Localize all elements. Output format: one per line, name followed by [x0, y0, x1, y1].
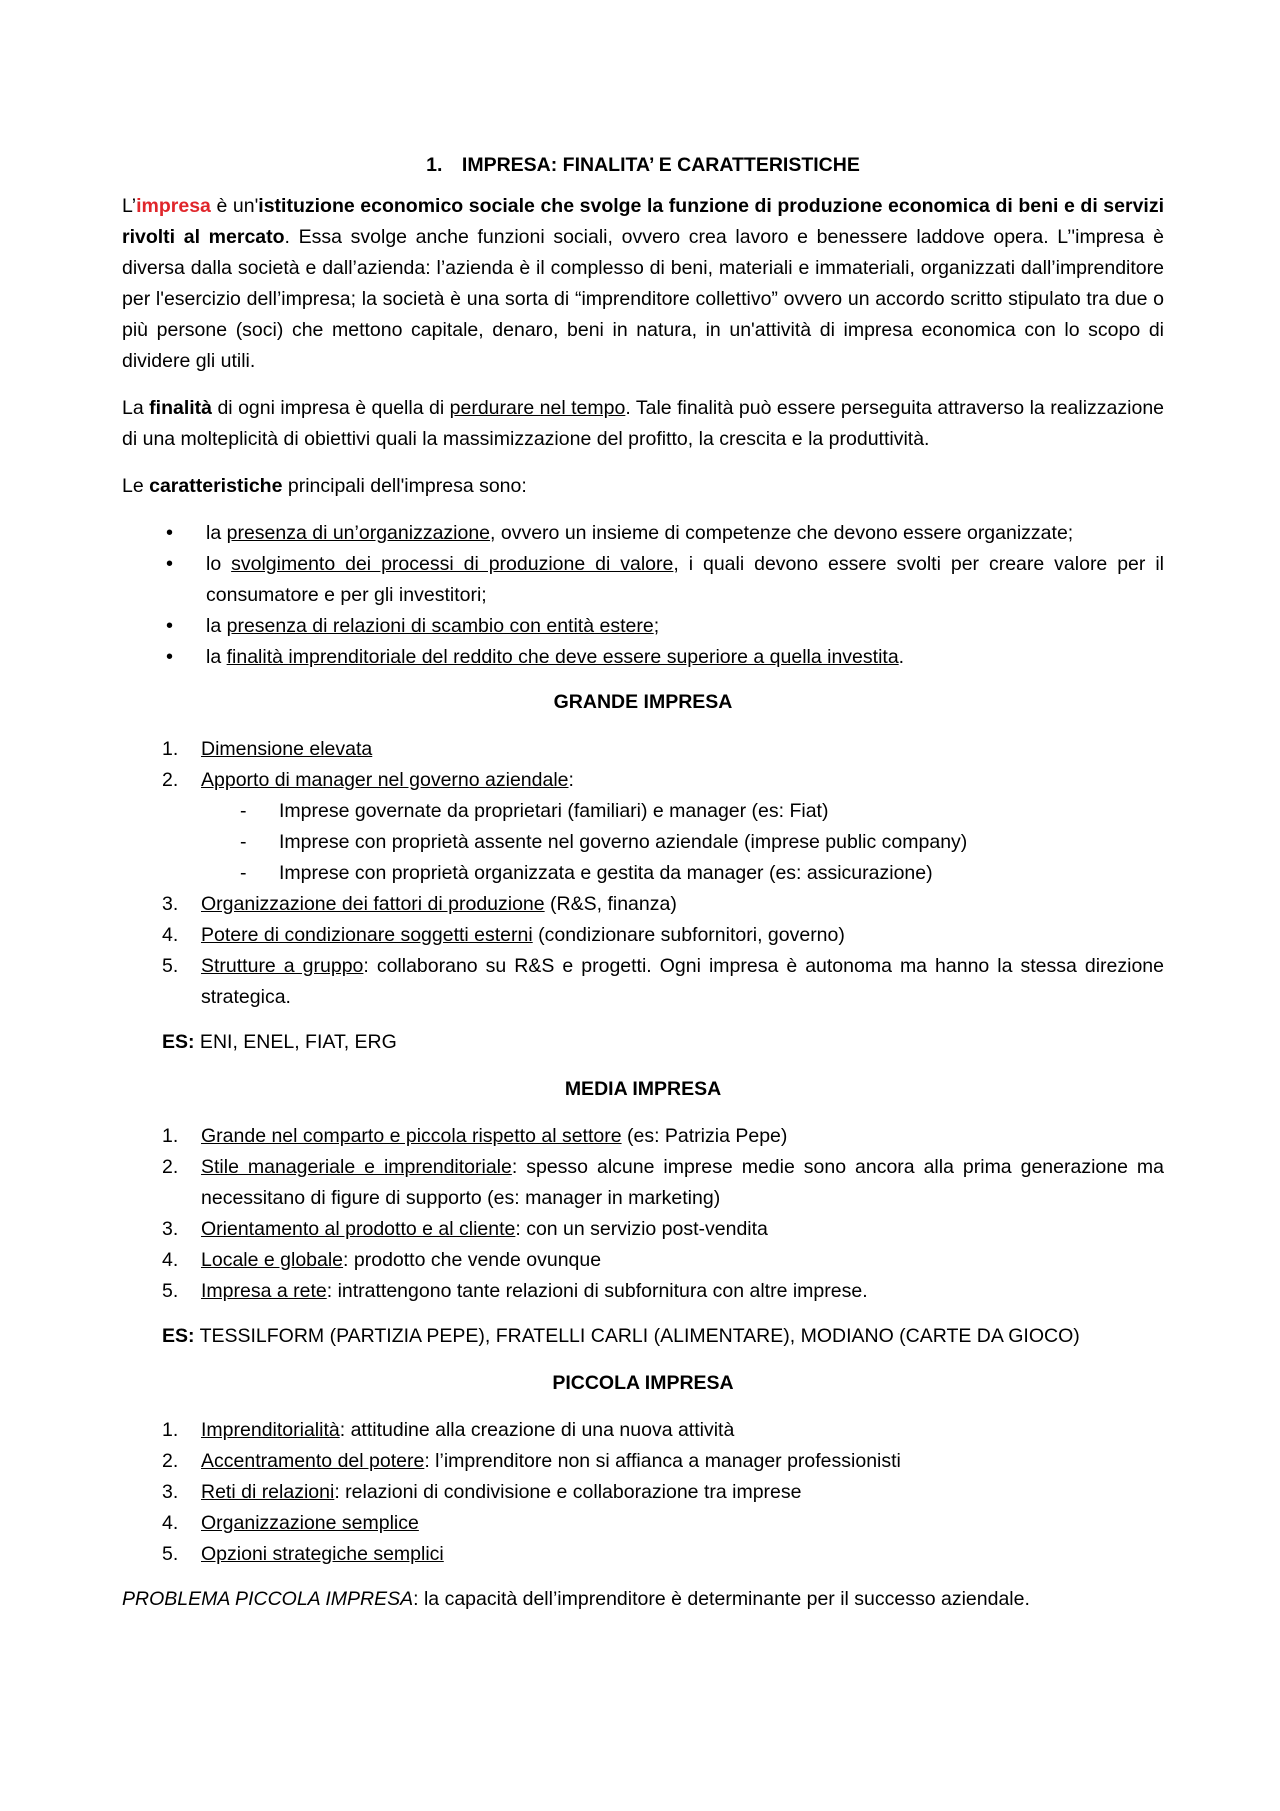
- list-item: 5. Opzioni strategiche semplici: [162, 1543, 444, 1565]
- list-item: • lo svolgimento dei processi di produzione di valore, i quali devono essere svolti per creare valore per il consumatore e per gli investitori;: [122, 549, 1164, 611]
- list-item: 2. Apporto di manager nel governo aziendale: - Imprese governate da proprietari (familiari) e manager (es: Fiat) - Imprese con proprietà assente nel governo aziendale (imprese public company) - Imprese con proprietà organizzata e gestita da manager (es: assicurazione): [122, 765, 1164, 889]
- keyword-impresa: impresa: [136, 195, 211, 217]
- list-item: 4. Organizzazione semplice: [162, 1512, 419, 1534]
- document-page: [122, 150, 1164, 1631]
- list-item: 1. Grande nel comparto e piccola rispetto al settore (es: Patrizia Pepe): [162, 1125, 788, 1147]
- media-impresa-heading: MEDIA IMPRESA: [564, 1078, 722, 1100]
- section-title: 1. IMPRESA: FINALITA’ E CARATTERISTICHE: [426, 154, 860, 176]
- grande-examples: ES: ENI, ENEL, FIAT, ERG: [162, 1031, 397, 1053]
- piccola-impresa-heading: PICCOLA IMPRESA: [552, 1372, 734, 1394]
- media-impresa-list: [122, 1121, 1164, 1307]
- list-item: 5. Impresa a rete: intrattengono tante relazioni di subfornitura con altre imprese.: [162, 1280, 868, 1302]
- list-item: 4. Locale e globale: prodotto che vende ovunque: [162, 1249, 602, 1271]
- caratteristiche-list: [122, 518, 1164, 673]
- intro-paragraph: L’impresa è un'istituzione economico sociale che svolge la funzione di produzione economica di beni e di servizi rivolti al mercato. Essa svolge anche funzioni sociali, ovvero crea lavoro e benessere laddove opera. L’'impresa è diversa dalla società e dall’azienda: l’azienda è il complesso di beni, materiali e immateriali, organizzati dall’imprenditore per l'esercizio dell’impresa; la società è una sorta di “imprenditore collettivo” ovvero un accordo scritto stipulato tra due o più persone (soci) che mettono capitale, denaro, beni in natura, in un'attività di impresa economica con lo scopo di dividere gli utili.: [122, 195, 1165, 372]
- piccola-impresa-list: [122, 1415, 1164, 1570]
- list-item: • la presenza di relazioni di scambio con entità estere;: [122, 611, 1164, 642]
- list-item: 3. Organizzazione dei fattori di produzione (R&S, finanza): [162, 893, 677, 915]
- list-item: 3. Reti di relazioni: relazioni di condivisione e collaborazione tra imprese: [162, 1481, 802, 1503]
- list-item: 4. Potere di condizionare soggetti esterni (condizionare subfornitori, governo): [162, 924, 845, 946]
- sublist-item: - Imprese con proprietà organizzata e gestita da manager (es: assicurazione): [122, 858, 1164, 889]
- list-item: 2. Accentramento del potere: l’imprenditore non si affianca a manager professionisti: [162, 1450, 901, 1472]
- list-item: 3. Orientamento al prodotto e al cliente: con un servizio post-vendita: [162, 1218, 768, 1240]
- grande-impresa-heading: GRANDE IMPRESA: [553, 691, 733, 713]
- caratteristiche-intro: Le caratteristiche principali dell'impresa sono:: [122, 475, 527, 497]
- list-item: 2. Stile manageriale e imprenditoriale: spesso alcune imprese medie sono ancora alla prima generazione ma necessitano di figure di supporto (es: manager in marketing): [162, 1156, 1164, 1209]
- grande-impresa-list: [122, 734, 1164, 1013]
- list-item: • la presenza di un’organizzazione, ovvero un insieme di competenze che devono essere organizzate;: [122, 518, 1164, 549]
- definition-bold: istituzione economico sociale che svolge la funzione di produzione economica di beni e di servizi rivolti al mercato: [122, 195, 1165, 248]
- list-item: 1. Imprenditorialità: attitudine alla creazione di una nuova attività: [162, 1419, 735, 1441]
- finalita-paragraph: La finalità di ogni impresa è quella di perdurare nel tempo. Tale finalità può essere perseguita attraverso la realizzazione di una molteplicità di obiettivi quali la massimizzazione del profitto, la crescita e la produttività.: [122, 397, 1165, 450]
- list-item: • la finalità imprenditoriale del reddito che deve essere superiore a quella investita.: [122, 642, 1164, 673]
- list-item: 5. Strutture a gruppo: collaborano su R&S e progetti. Ogni impresa è autonoma ma hanno la stessa direzione strategica.: [162, 955, 1164, 1008]
- problema-piccola-impresa: PROBLEMA PICCOLA IMPRESA: la capacità dell’imprenditore è determinante per il successo aziendale.: [122, 1588, 1030, 1610]
- governance-sublist: [201, 796, 1164, 889]
- sublist-item: - Imprese governate da proprietari (familiari) e manager (es: Fiat): [122, 796, 1164, 827]
- media-examples: ES: TESSILFORM (PARTIZIA PEPE), FRATELLI CARLI (ALIMENTARE), MODIANO (CARTE DA GIOCO): [162, 1325, 1080, 1347]
- list-item: 1. Dimensione elevata: [162, 738, 373, 760]
- sublist-item: - Imprese con proprietà assente nel governo aziendale (imprese public company): [122, 827, 1164, 858]
